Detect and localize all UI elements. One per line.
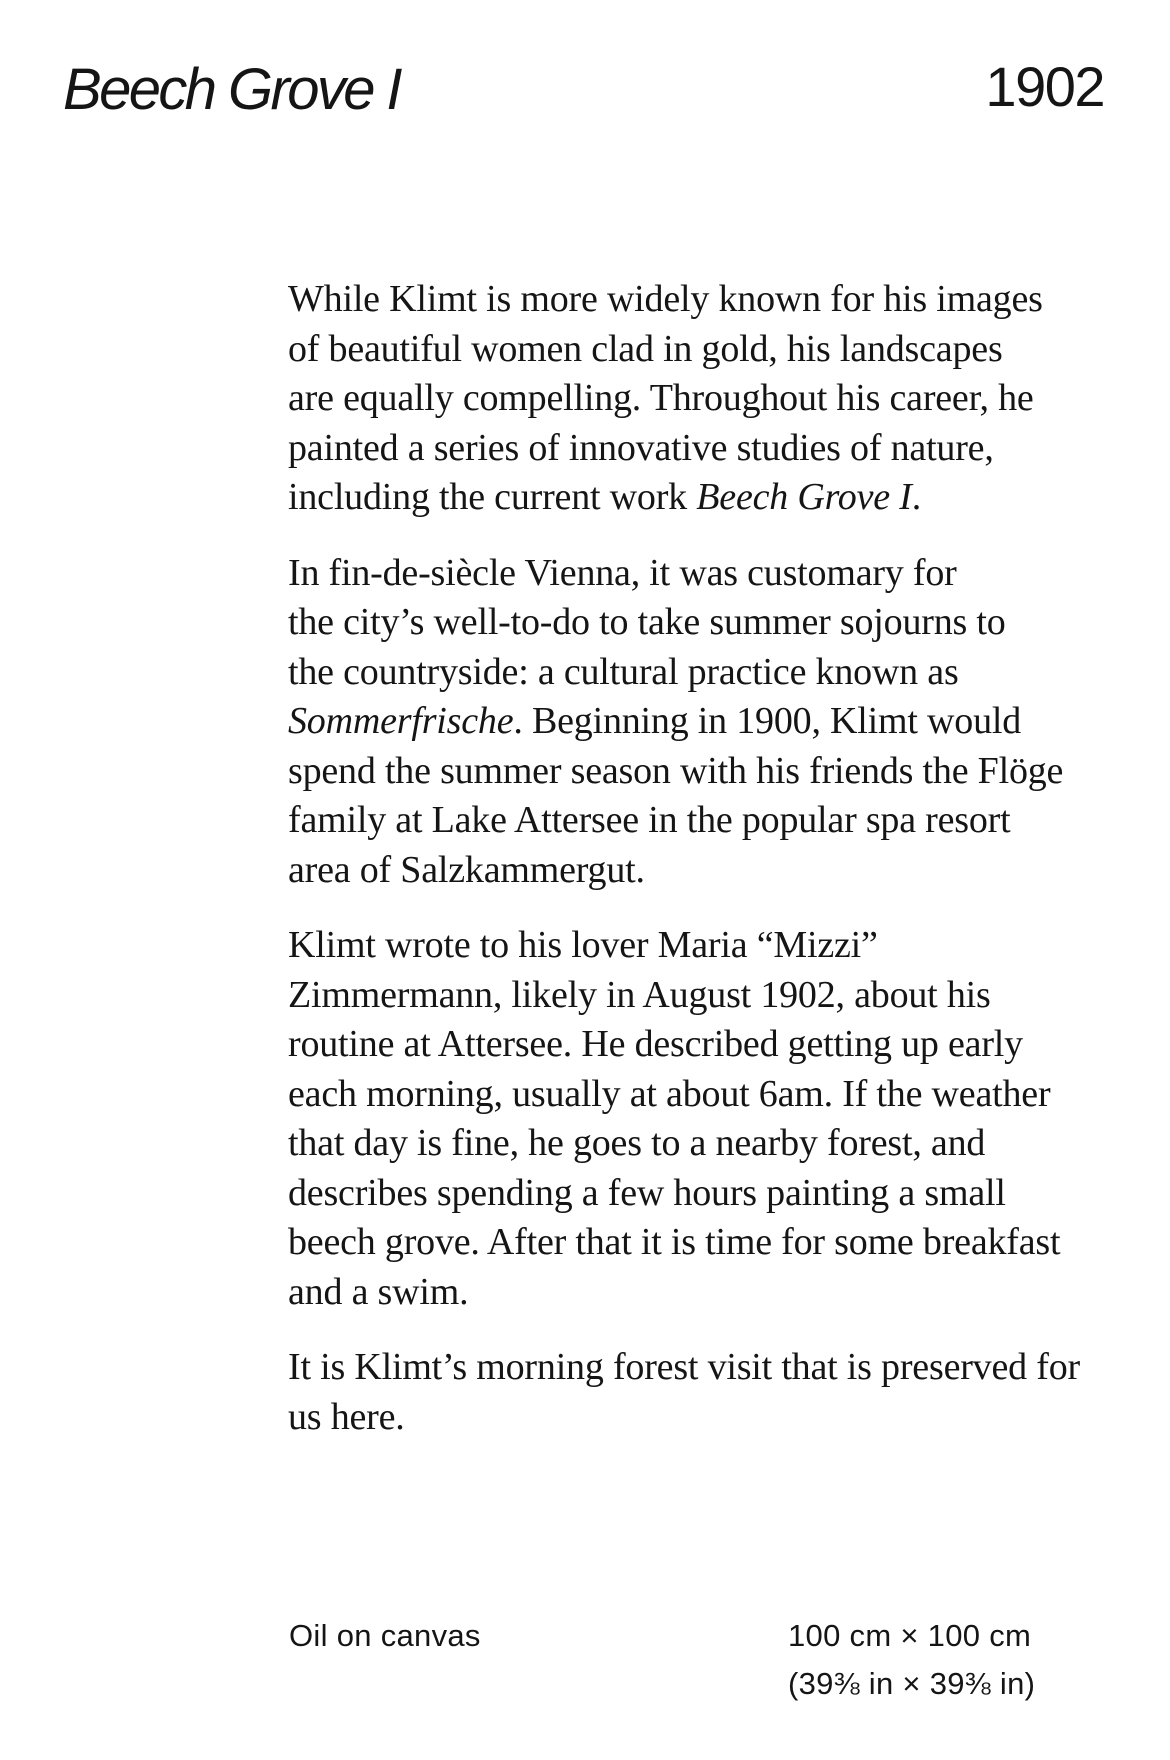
- text-segment: of beautiful women clad in gold, his landscapes: [288, 327, 1003, 370]
- text-segment: that day is fine, he goes to a nearby forest, and: [288, 1122, 986, 1164]
- text-segment: family at Lake Attersee in the popular spa resort: [288, 799, 1011, 841]
- text-segment: Klimt wrote to his lover Maria “Mizzi”: [288, 924, 878, 966]
- text-line: [288, 846, 1148, 896]
- text-segment: the countryside: a cultural practice known as: [288, 650, 959, 693]
- text-segment: . Beginning in 1900, Klimt would: [513, 700, 1022, 742]
- text-line: [288, 549, 1148, 599]
- text-line: [288, 473, 1148, 523]
- artwork-medium: Oil on canvas: [289, 1618, 481, 1653]
- text-line: [288, 971, 1148, 1021]
- text-segment: routine at Attersee. He described getting up early: [288, 1023, 1023, 1065]
- text-segment: .: [911, 476, 921, 518]
- text-segment: area of Salzkammergut.: [288, 848, 645, 891]
- text-segment: including the current work: [288, 476, 697, 518]
- text-segment: In fin-de-siècle Vienna, it was customary for: [288, 551, 957, 594]
- text-line: [288, 1218, 1148, 1268]
- description-paragraph: [288, 1343, 1148, 1442]
- text-segment: are equally compelling. Throughout his career, he: [288, 377, 1034, 419]
- dimensions-metric: 100 cm × 100 cm: [788, 1618, 1032, 1653]
- text-line: [288, 921, 1148, 971]
- text-segment: beech grove. After that it is time for some breakfast: [288, 1221, 1061, 1263]
- text-segment: While Klimt is more widely known for his images: [288, 278, 1043, 320]
- text-segment: painted a series of innovative studies of nature,: [288, 426, 994, 469]
- text-line: [288, 648, 1148, 698]
- text-line: [288, 1343, 1148, 1393]
- text-line: [288, 325, 1148, 375]
- text-line: [288, 1393, 1148, 1443]
- artwork-title: Beech Grove I: [63, 57, 400, 122]
- text-segment: each morning, usually at about 6am. If the weather: [288, 1072, 1051, 1115]
- text-segment: and a swim.: [288, 1270, 469, 1313]
- text-segment: spend the summer season with his friends the Flöge: [288, 749, 1064, 792]
- text-line: [288, 1119, 1148, 1169]
- artwork-year: 1902: [985, 55, 1104, 118]
- text-line: [288, 1268, 1148, 1318]
- text-segment: It is Klimt’s morning forest visit that is preserved for: [288, 1346, 1080, 1388]
- text-segment: us here.: [288, 1395, 405, 1438]
- description-paragraph: [288, 275, 1148, 523]
- text-line: [288, 424, 1148, 474]
- text-line: [288, 1169, 1148, 1219]
- description-paragraph: [288, 549, 1148, 896]
- artwork-description: [288, 275, 1148, 1468]
- text-line: [288, 1070, 1148, 1120]
- text-line: [288, 747, 1148, 797]
- italic-text: Beech Grove I: [696, 476, 912, 518]
- text-line: [288, 697, 1148, 747]
- text-line: [288, 374, 1148, 424]
- text-line: [288, 275, 1148, 325]
- text-segment: describes spending a few hours painting a small: [288, 1171, 1006, 1214]
- text-segment: the city’s well-to-do to take summer sojourns to: [288, 601, 1006, 643]
- dimensions-imperial: (39⅜ in × 39⅜ in): [788, 1666, 1036, 1701]
- text-line: [288, 1020, 1148, 1070]
- artwork-dimensions: [788, 1612, 1035, 1708]
- description-paragraph: [288, 921, 1148, 1317]
- text-line: [288, 598, 1148, 648]
- text-line: [288, 796, 1148, 846]
- text-segment: Zimmermann, likely in August 1902, about his: [288, 973, 991, 1016]
- italic-text: Sommerfrische: [288, 700, 514, 742]
